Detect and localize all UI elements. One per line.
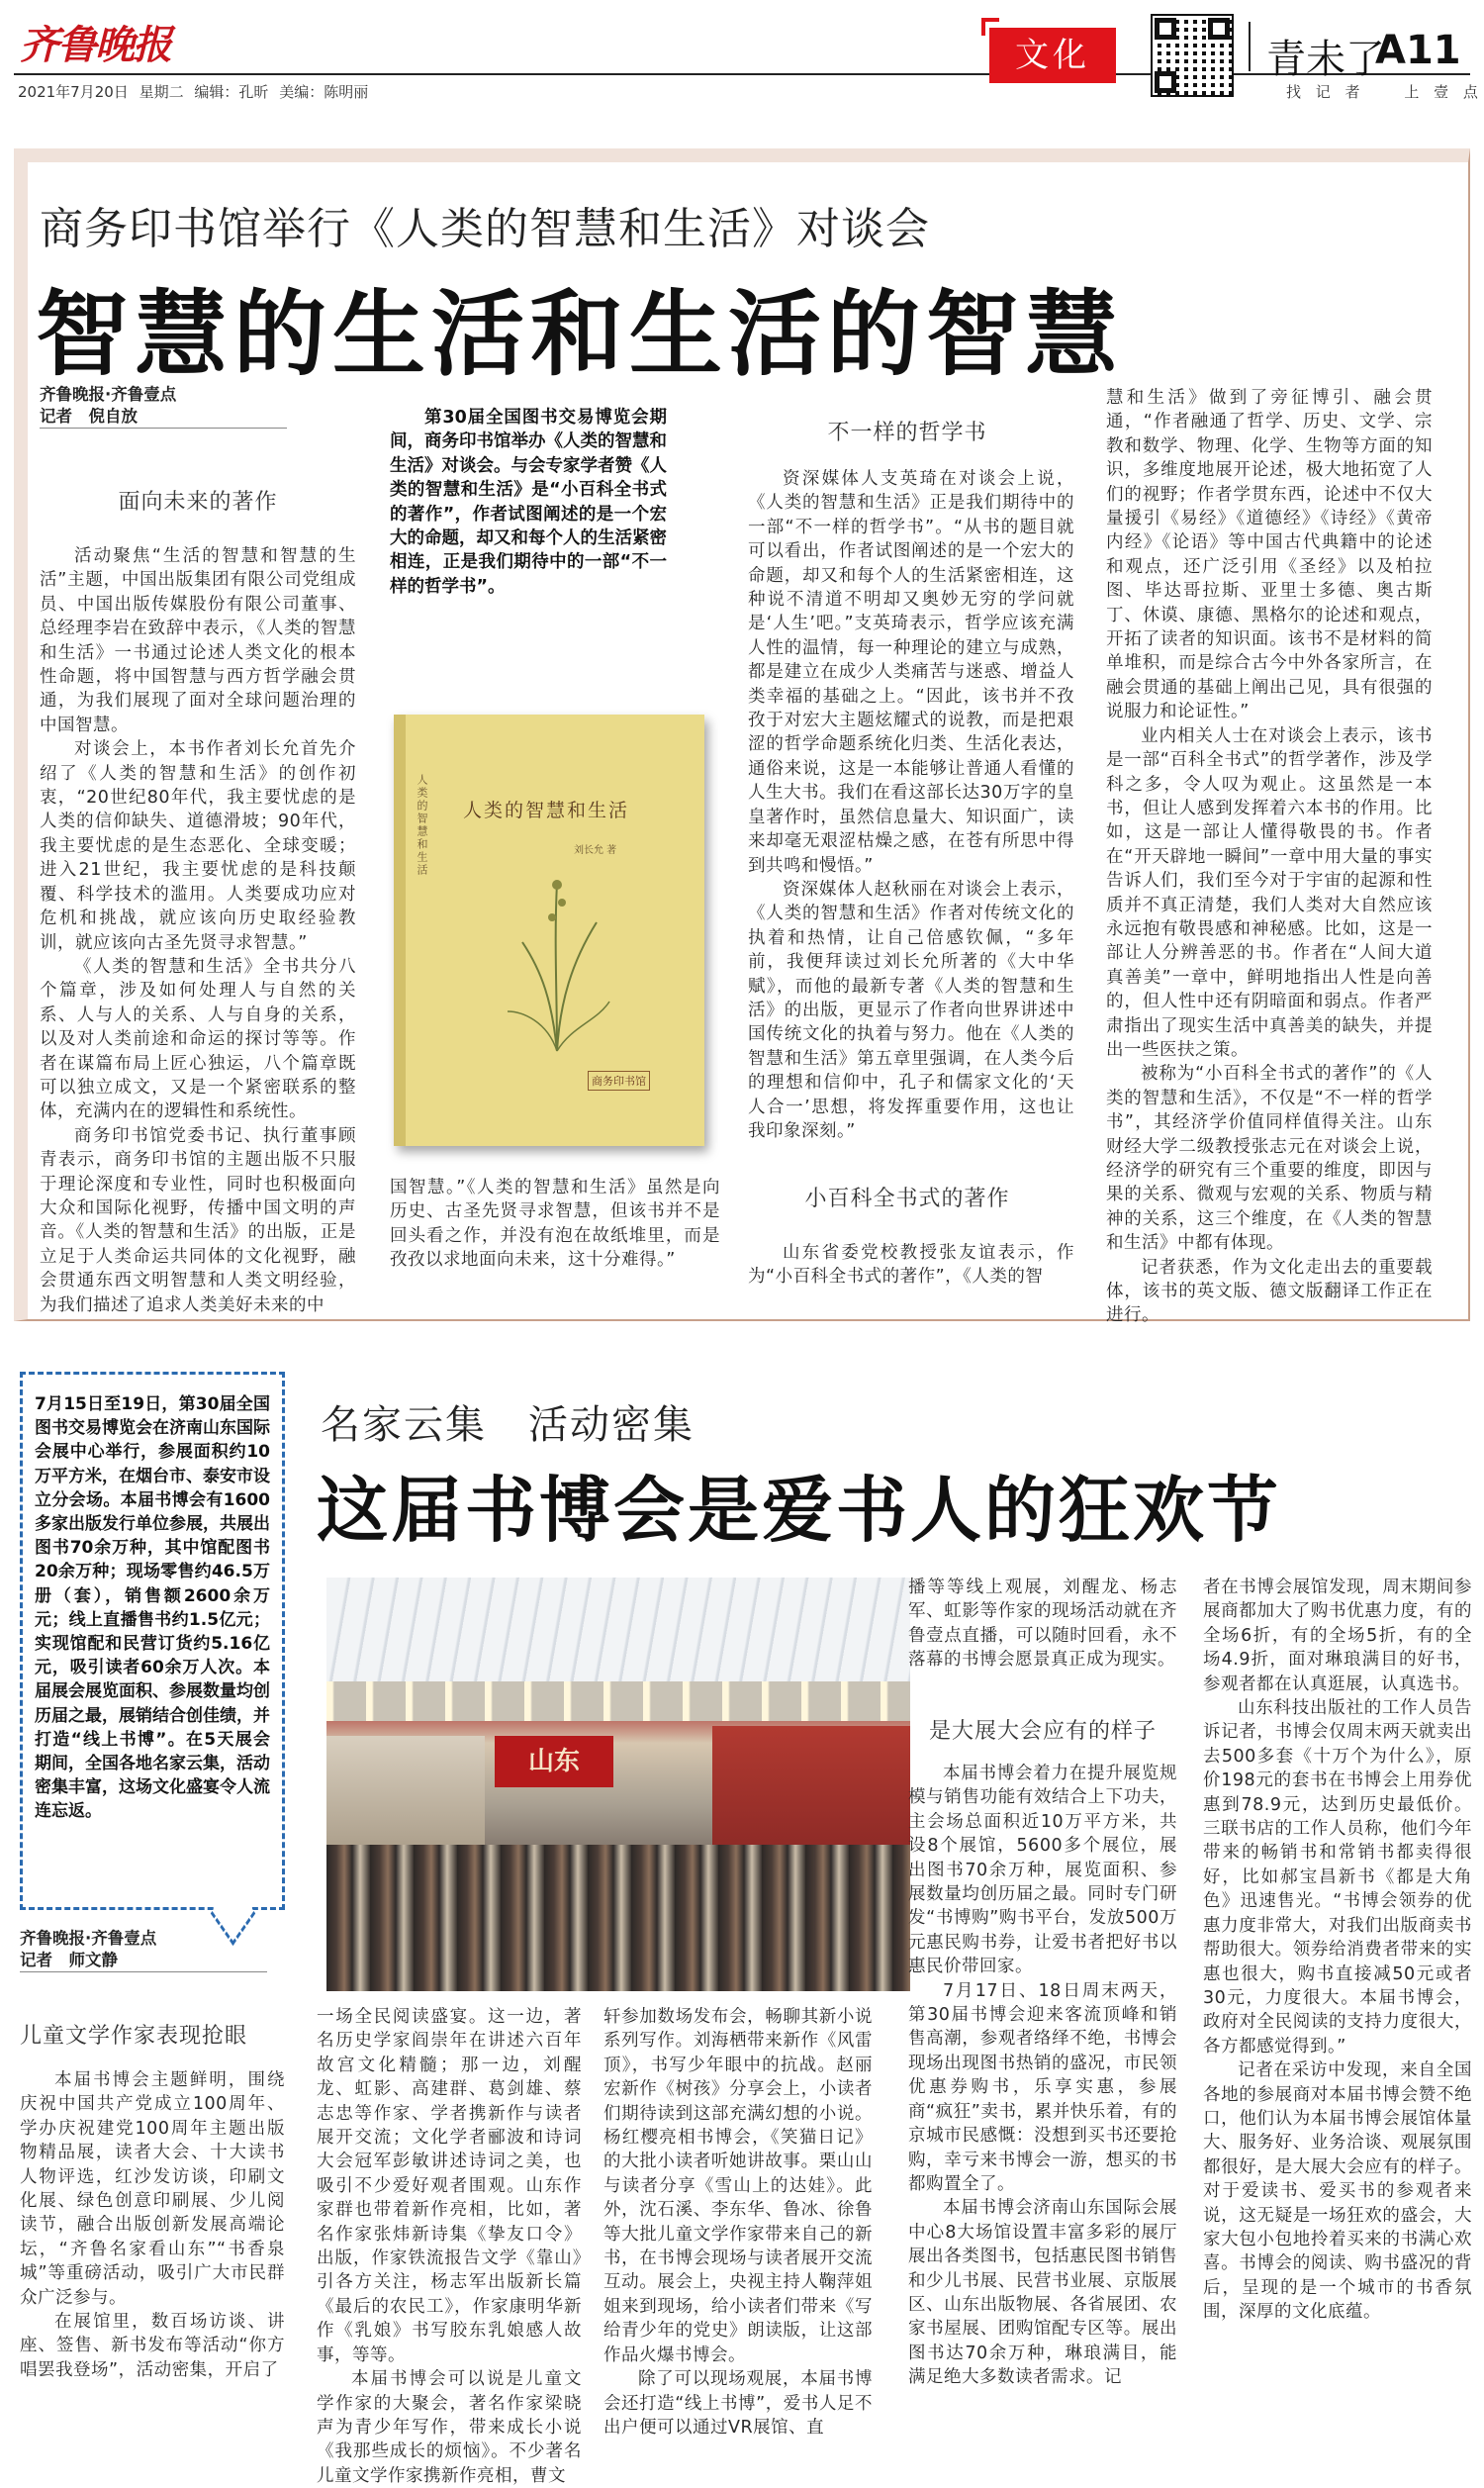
orchid-illustration: [503, 863, 611, 1051]
story2-column-d: [908, 1762, 1177, 2390]
story1-headline: 智慧的生活和生活的智慧: [36, 281, 1125, 389]
paragraph: 轩参加数场发布会，畅聊其新小说系列写作。刘海栖带来新作《风雷顶》，书写少年眼中的抗战。赵丽宏新作《树孩》分享会上，小读者们期待读到这部充满幻想的小说。杨红樱亮相书博会，《笑猫日记》的大批小读者听她讲故事。栗山山与读者分享《雪山上的达娃》。此外，沈石溪、李东华、鲁冰、徐鲁等大批儿童文学作家带来自己的新书，在书博会现场与读者展开交流互动。展会上，央视主持人鞠萍姐姐来到现场，给小读者们带来《写给青少年的党史》朗读版，让这部作品火爆书博会。: [603, 2007, 873, 2365]
book-title: 人类的智慧和生活: [463, 800, 630, 821]
photo-booth-right: [712, 1726, 910, 1855]
reporter-hotline: [1286, 81, 1478, 102]
paragraph: 除了可以现场观展，本届书博会还打造“线上书博”，爱书人足不出户便可以通过VR展馆、直: [603, 2369, 873, 2438]
story1-column-4: [1106, 386, 1433, 1328]
issue-date: 2021年7月20日: [18, 83, 129, 101]
story2-headline: 这届书博会是爱书人的狂欢节: [317, 1469, 1282, 1552]
paragraph: 记者在采访中发现，来自全国各地的参展商对本届书博会赞不绝口，他们认为本届书博会展馆体量大、服务好、业务洽谈、观展氛围都很好，是大展大会应有的样子。对于爱读书、爱买书的参观者来说，这无疑是一场狂欢的盛会，大家大包小包地拎着买来的书满心欢喜。书博会的阅读、购书盛况的背后，呈现的是一个城市的书香氛围，深厚的文化底蕴。: [1203, 2060, 1472, 2323]
photo-ceiling: [326, 1578, 910, 1686]
paragraph: 记者获悉，作为文化走出去的重要载体，该书的英文版、德文版翻译工作正在进行。: [1106, 1257, 1433, 1326]
story1-kicker: 商务印书馆举行《人类的智慧和生活》对谈会: [40, 204, 930, 254]
paragraph: 活动聚焦“生活的智慧和智慧的生活”主题，中国出版集团有限公司党组成员、中国出版传媒股份有限公司董事、总经理李岩在致辞中表示，《人类的智慧和生活》一书通过论述人类文化的根本性命题，将中国智慧与西方哲学融会贯通，为我们展现了面对全球问题治理的中国智慧。: [40, 546, 356, 735]
designer-credit: 美编：陈明丽: [279, 83, 369, 101]
paragraph: 被称为“小百科全书式的著作”的《人类的智慧和生活》，不仅是“不一样的哲学书”，其经济学价值同样值得关注。山东财经大学二级教授张志元在对谈会上说，经济学的研究有三个重要的维度，即因与果的关系、微观与宏观的关系、物质与精神的关系，这三个维度，在《人类的智慧和生活》中都有体现。: [1106, 1064, 1433, 1254]
story1-column-2-tail: [390, 1176, 720, 1273]
story2-column-e: [1203, 1576, 1472, 2325]
book-publisher: 商务印书馆: [588, 1071, 650, 1091]
paragraph: 山东科技出版社的工作人员告诉记者，书博会仅周末两天就卖出去500多套《十万个为什么》，原价198元的套书在书博会上用券优惠到78.9元，达到历史最低价。三联书店的工作人员称，他们今年带来的畅销书和常销书都卖得很好，比如郝宝昌新书《都是大角色》迅速售光。“书博会领券的优惠力度非常大，对我们出版商卖书帮助很大。领券给消费者带来的实惠也很大，购书直接减50元或者30元，力度很大。本届书博会，政府对全民阅读的支持力度很大，各方都感觉得到。”: [1203, 1698, 1472, 2057]
story1-lead: 第30届全国图书交易博览会期间，商务印书馆举办《人类的智慧和生活》对谈会。与会专家学者赞《人类的智慧和生活》是“小百科全书式的著作”，作者试图阐述的是一个宏大的命题，却又和每个人的生活紧密相连，正是我们期待中的一部“不一样的哲学书”。: [390, 408, 667, 597]
story1-subhead-future: 面向未来的著作: [118, 490, 278, 515]
story1-column-3-tail: [748, 1241, 1074, 1290]
paragraph: 国智慧。”《人类的智慧和生活》虽然是向历史、古圣先贤寻求智慧，但该书并不是回头看之作，并没有泡在故纸堆里，而是孜孜以求地面向未来，这十分难得。”: [390, 1178, 720, 1271]
paragraph: 商务印书馆党委书记、执行董事顾青表示，商务印书馆的主题出版不只服于理论深度和专业性，同时也积极面向大众和国际化视野，传播中国文明的声音。《人类的智慧和生活》的出版，正是立足于人类命运共同体的文化视野，融会贯通东西文明智慧和人类文明经验，为我们描述了追求人类美好未来的中: [40, 1125, 356, 1315]
paragraph: 7月17日、18日周末两天，第30届书博会迎来客流顶峰和销售高潮，参观者络绎不绝，书博会现场出现图书热销的盛况，市民领优惠券购书，乐享实惠，参展商“疯狂”卖书，累并快乐着，有的京城市民感慨：没想到买书还要抢购，幸亏来书博会一游，想买的书都购置全了。: [908, 1980, 1177, 2194]
paragraph: 本届书博会可以说是儿童文学作家的大聚会，著名作家梁晓声为青少年写作，带来成长小说《我那些成长的烦恼》。不少著名儿童文学作家携新作亮相，曹文: [317, 2369, 582, 2486]
book-spine: [394, 715, 406, 1146]
story2-subhead-children: 儿童文学作家表现抢眼: [20, 2024, 248, 2049]
photo-lights: [326, 1681, 910, 1721]
section-tag: 文化: [989, 28, 1116, 83]
story2-column-c: [603, 2005, 873, 2440]
header-divider: [1249, 22, 1251, 71]
byline-outlet: 齐鲁晚报·齐鲁壹点: [20, 1929, 157, 1948]
editor-credit: 编辑：孔昕: [194, 83, 269, 101]
page-number: A11: [1375, 28, 1461, 73]
story1-column-1: [40, 544, 356, 1317]
story2-byline: [20, 1928, 267, 1972]
reporter-tag: 找 记 者: [1286, 83, 1360, 101]
byline-reporter: 记者 倪自放: [40, 406, 287, 429]
paragraph: 一场全民阅读盛宴。这一边，著名历史学家阎崇年在讲述六百年故宫文化精髓；那一边，刘醒龙、虹影、高建群、葛剑雄、蔡志忠等作家、学者携新作与读者展开交流；文化学者郦波和诗词大会冠军彭敏讲述诗词之美，也吸引不少爱好观者围观。山东作家群也带着新作亮相，比如，著名作家张炜新诗集《挚友口令》出版，作家铁流报告文学《靠山》引各方关注，杨志军出版新长篇《最后的农民工》，作家康明华新作《乳娘》书写胶东乳娘感人故事，等等。: [317, 2007, 582, 2365]
story1-column-3: [748, 467, 1074, 1143]
story1-subhead-philosophy: 不一样的哲学书: [827, 421, 987, 445]
issue-weekday: 星期二: [139, 83, 184, 101]
issue-meta: [18, 81, 368, 102]
header-rule: [14, 73, 1470, 75]
photo-booth-left: [326, 1736, 485, 1855]
paragraph: 慧和生活》做到了旁征博引、融会贯通，“作者融通了哲学、历史、文学、宗教和数学、物理、化学、生物等方面的知识，多维度地展开论述，极大地拓宽了人们的视野；作者学贯东西，论述中不仅大量援引《易经》《道德经》《诗经》《黄帝内经》《论语》等中国古代典籍中的论述和观点，还广泛引用《圣经》以及柏拉图、毕达哥拉斯、亚里士多德、奥古斯丁、休谟、康德、黑格尔的论述和观点，开拓了读者的知识面。该书不是材料的简单堆积，而是综合古今中外各家所言，在融会贯通的基础上阐出己见，具有很强的说服力和论证性。”: [1106, 388, 1433, 722]
byline-outlet: 齐鲁晚报·齐鲁壹点: [40, 385, 177, 404]
column-name: 青未了: [1266, 37, 1385, 82]
newspaper-logo: 齐鲁晚报: [20, 22, 170, 68]
photo-crowd: [326, 1845, 910, 1991]
story2-column-d-top: [908, 1576, 1177, 1673]
paragraph: 山东省委党校教授张友谊表示，作为“小百科全书式的著作”，《人类的智: [748, 1243, 1074, 1288]
paragraph: 资深媒体人赵秋丽在对谈会上表示，《人类的智慧和生活》作者对传统文化的执着和热情，让自己倍感钦佩，“多年前，我便拜读过刘长允所著的《大中华赋》，而他的最新专著《人类的智慧和生活》的出版，更显示了作者向世界讲述中国传统文化的执着与努力。他在《人类的智慧和生活》第五章里强调，在人类今后的理想和信仰中，孔子和儒家文化的‘天人合一’思想，将发挥重要作用，这也让我印象深刻。”: [748, 879, 1074, 1141]
paragraph: 业内相关人士在对谈会上表示，该书是一部“百科全书式”的哲学著作，涉及学科之多，令人叹为观止。这虽然是一本书，但让人感到发挥着六本书的作用。比如，这是一部让人懂得敬畏的书。作者在“开天辟地一瞬间”一章中用大量的事实告诉人们，我们至今对于宇宙的起源和性质并不真正清楚，我们人类对大自然应该永远抱有敬畏感和神秘感。比如，这是一部让人分辨善恶的书。作者在“人间大道真善美”一章中，鲜明地指出人性是向善的，但人性中还有阴暗面和弱点。作者严肃指出了现实生活中真善美的缺失，并提出一些医扶之策。: [1106, 725, 1433, 1060]
book-fair-photo: [326, 1578, 910, 1991]
story1-subhead-encyclopedia: 小百科全书式的著作: [804, 1187, 1010, 1211]
byline-reporter: 记者 师文静: [20, 1950, 267, 1972]
story2-column-b: [317, 2005, 582, 2488]
book-cover-image: [394, 715, 704, 1146]
fair-summary-box: 7月15日至19日，第30届全国图书交易博览会在济南山东国际会展中心举行，参展面积约10万平方米，在烟台市、泰安市设立分会场。本届书博会有1600多家出版发行单位参展，共展出图书70余万种，其中馆配图书20余万种；现场零售约46.5万册（套），销售额2600余万元；线上直播售书约1.5亿元；实现馆配和民营订货约5.16亿元，吸引读者60余万人次。本届展会展览面积、参展数量均创历届之最，展销结合创佳绩，并打造“线上书博”。在5天展会期间，全国各地名家云集，活动密集丰富，这场文化盛宴令人流连忘返。: [20, 1372, 285, 1910]
book-spine-title: 人类的智慧和生活: [416, 774, 428, 877]
qr-code-icon[interactable]: [1151, 14, 1234, 97]
paragraph: 在展馆里，数百场访谈、讲座、签售、新书发布等活动“你方唱罢我登场”，活动密集，开启了: [20, 2312, 285, 2380]
paragraph: 对谈会上，本书作者刘长允首先介绍了《人类的智慧和生活》的创作初衷，“20世纪80年代，我主要忧虑的是人类的信仰缺失、道德滑坡；90年代，我主要忧虑的是生态恶化、全球变暖；进入21世纪，我主要忧虑的是科技颠覆、科学技术的滥用。人类要成功应对危机和挑战，就应该向历史取经验教训，就应该向古圣先贤寻求智慧。”: [40, 739, 356, 953]
paragraph: 资深媒体人支英琦在对谈会上说，《人类的智慧和生活》正是我们期待中的一部“不一样的哲学书”。“从书的题目就可以看出，作者试图阐述的是一个宏大的命题，却又和每个人的生活紧密相连，这种说不清道不明却又奥妙无穷的学问就是‘人生’吧。”支英琦表示，哲学应该充满人性的温情，每一种理论的建立与成熟，都是建立在成少人类痛苦与迷惑、增益人类幸福的基础之上。“因此，该书并不孜孜于对宏大主题炫耀式的说教，而是把艰涩的哲学命题系统化归类、生活化表达，通俗来说，这是一本能够让普通人看懂的人生大书。我们在看这部长达30万字的皇皇著作时，虽然信息量大、知识面广，读来却毫无艰涩枯燥之感，在苍有所思中得到共鸣和慢悟。”: [748, 469, 1074, 876]
book-author: 刘长允 著: [574, 845, 617, 856]
app-tag: 上 壹 点: [1404, 83, 1478, 101]
paragraph: 者在书博会展馆发现，周末期间参展商都加大了购书优惠力度，有的全场6折，有的全场5折，有的全场4.9折，面对琳琅满目的好书，参观者都在认真逛展，认真选书。: [1203, 1578, 1472, 1694]
paragraph: 本届书博会着力在提升展览规模与销售功能有效结合上下功夫，主会场总面积近10万平方米，共设8个展馆，5600多个展位，展出图书70余万种，展览面积、参展数量均创历届之最。同时专门研发“书博购”购书平台，发放500万元惠民购书券，让爱书者把好书以惠民价带回家。: [908, 1764, 1177, 1977]
paragraph: 本届书博会济南山东国际会展中心8大场馆设置丰富多彩的展厅展出各类图书，包括惠民图书销售和少儿书展、民营书业展、京版展区、山东出版物展、各省展团、农家书屋展、团购馆配专区等。展出图书达70余万种，琳琅满目，能满足绝大多数读者需求。记: [908, 2198, 1177, 2388]
photo-banner: 山东: [495, 1736, 613, 1787]
story2-kicker: 名家云集 活动密集: [321, 1402, 695, 1448]
story2-column-a: [20, 2068, 285, 2382]
paragraph: 《人类的智慧和生活》全书共分八个篇章，涉及如何处理人与自然的关系、人与人的关系、人与自身的关系，以及对人类前途和命运的探讨等等。作者在谋篇布局上匠心独运，八个篇章既可以独立成文，又是一个紧密联系的整体，充满内在的逻辑性和系统性。: [40, 956, 356, 1122]
paragraph: 本届书博会主题鲜明，围绕庆祝中国共产党成立100周年、学办庆祝建党100周年主题出版物精品展，读者大会、十大读书人物评选，红沙发访谈，印刷文化展、绿色创意印刷展、少儿阅读节，融合出版创新发展高端论坛，“齐鲁名家看山东”“书香泉城”等重磅活动，吸引广大市民群众广泛参与。: [20, 2070, 285, 2308]
paragraph: 播等等线上观展，刘醒龙、杨志军、虹影等作家的现场活动就在齐鲁壹点直播，可以随时回看，永不落幕的书博会愿景真正成为现实。: [908, 1578, 1177, 1671]
story1-byline: [40, 384, 287, 429]
story2-subhead-expo: 是大展大会应有的样子: [928, 1719, 1157, 1744]
